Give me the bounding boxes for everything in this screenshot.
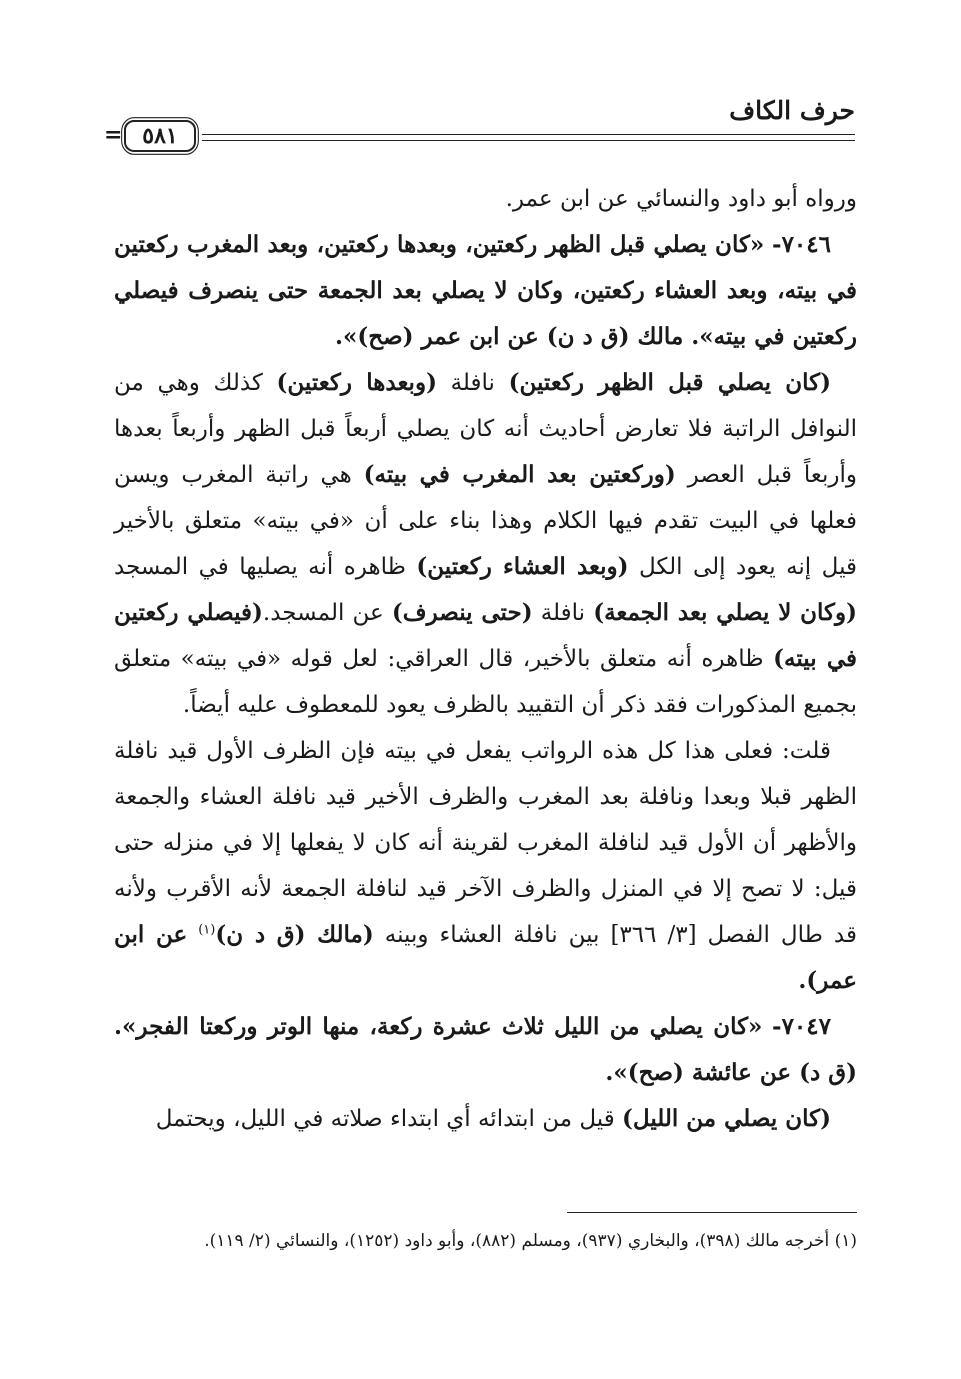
hadith-text: «كان يصلي من الليل ثلاث عشرة ركعة، منها الوتر وركعتا الفجر». (ق د) عن عائشة (صح)». bbox=[114, 1013, 857, 1086]
hadith-number: ٧٠٤٧- bbox=[772, 1013, 831, 1040]
commentary-text: ظاهره أنه يصليها في المسجد bbox=[114, 554, 406, 580]
commentary-text: ظاهره أنه متعلق بالأخير، قال العراقي: لعل قوله «في بيته» متعلق بجميع المذكورات فقد ذكر أن التقييد بالظرف يعود للمعطوف عليه أيضاً. bbox=[114, 646, 857, 718]
commentary-text: هي راتبة المغرب ويسن فعلها في البيت تقدم فيها الكلام وهذا بناء على أن «في بيته» متعلق بالأخير قيل إنه يعود إلى الكل bbox=[114, 462, 858, 580]
commentary-7046 bbox=[114, 360, 857, 728]
commentary-7047 bbox=[114, 1096, 857, 1142]
quoted-phrase: (كان يصلي من الليل) bbox=[622, 1105, 831, 1132]
commentary-text: قلت: فعلى هذا كل هذه الرواتب يفعل في بيته فإن الظرف الأول قيد نافلة الظهر قبلا وبعدا ونافلة بعد المغرب والظرف الأخير قيد نافلة العشاء والجمعة والأظهر أن الأول قيد لنافلة المغرب لقرينة أنه كان لا يفعلها إلا في منزله حتى قيل: لا تصح إلا في المنزل والظرف الآخر قيد لنافلة الجمعة لأنه الأقرب ولأنه قد طال الفصل [٣/ ٣٦٦] بين نافلة العشاء وبينه bbox=[114, 738, 857, 948]
footnote-divider bbox=[567, 1212, 857, 1213]
quoted-phrase: (وكان لا يصلي بعد الجمعة) bbox=[593, 599, 857, 626]
hadith-text: «كان يصلي قبل الظهر ركعتين، وبعدها ركعتين، وبعد المغرب ركعتين في بيته، وبعد العشاء ركعتين، وكان لا يصلي بعد الجمعة حتى ينصرف فيصلي ركعتين في بيته». مالك (ق د ن) عن ابن عمر (صح)». bbox=[114, 231, 857, 350]
commentary-text: قيل من ابتدائه أي ابتداء صلاته في الليل، ويحتمل bbox=[155, 1106, 615, 1132]
header-ornament: = bbox=[104, 122, 123, 148]
hadith-7046 bbox=[114, 222, 857, 360]
paragraph-1: ورواه أبو داود والنسائي عن ابن عمر. bbox=[505, 186, 857, 212]
quoted-phrase: (كان يصلي قبل الظهر ركعتين) bbox=[508, 369, 832, 396]
commentary-text: كذلك وهي من النوافل الراتبة فلا تعارض أحاديث أنه كان يصلي أربعاً قبل الظهر وأربعاً بعدها وأربعاً قبل العصر bbox=[114, 370, 858, 488]
commentary-text: نافلة bbox=[540, 600, 586, 626]
header-rule-top bbox=[202, 134, 855, 135]
quoted-phrase: (وبعد العشاء ركعتين) bbox=[416, 553, 629, 580]
page-number: ٥٨١ bbox=[124, 120, 196, 152]
page-header bbox=[104, 92, 855, 154]
source-citation: (مالك (ق د ن) bbox=[215, 921, 374, 948]
quoted-phrase: (وبعدها ركعتين) bbox=[276, 369, 437, 396]
footnote-ref[interactable]: (١) bbox=[198, 922, 216, 938]
paragraph-qultu bbox=[114, 728, 857, 1004]
chapter-title: حرف الكاف bbox=[729, 96, 855, 125]
quoted-phrase: (فيصلي ركعتين في بيته) bbox=[114, 599, 857, 672]
commentary-text: عن المسجد. bbox=[262, 600, 384, 626]
quoted-phrase: (حتى ينصرف) bbox=[391, 599, 533, 626]
header-rule-bottom bbox=[202, 140, 855, 141]
quoted-phrase: (وركعتين بعد المغرب في بيته) bbox=[363, 461, 676, 488]
footnote bbox=[114, 1226, 857, 1256]
main-text bbox=[114, 176, 857, 1142]
hadith-7047 bbox=[114, 1004, 857, 1096]
commentary-text: نافلة bbox=[450, 370, 495, 396]
source-citation: عن ابن عمر). bbox=[114, 921, 857, 994]
hadith-number: ٧٠٤٦- bbox=[772, 231, 831, 258]
footnote-1: (١) أخرجه مالك (٣٩٨)، والبخاري (٩٣٧)، ومسلم (٨٨٢)، وأبو داود (١٢٥٢)، والنسائي (٢/ ١١٩). bbox=[204, 1231, 857, 1251]
